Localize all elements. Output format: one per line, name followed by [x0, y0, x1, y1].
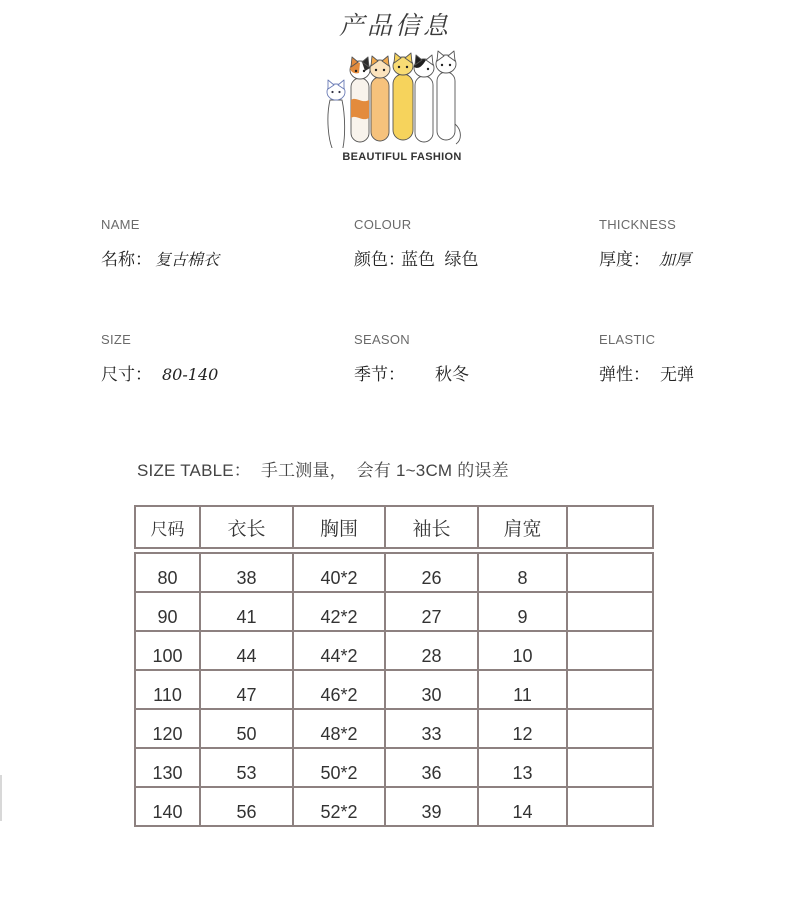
info-size [101, 331, 291, 386]
table-cell: 28 [385, 631, 478, 670]
table-cell: 120 [135, 709, 200, 748]
table-cell: 13 [478, 748, 567, 787]
yellow-cat-icon [393, 53, 413, 140]
table-cell-empty [567, 592, 653, 631]
table-cell: 110 [135, 670, 200, 709]
table-cell: 48*2 [293, 709, 385, 748]
table-cell: 11 [478, 670, 567, 709]
label-cn: 尺寸： [101, 365, 152, 384]
table-cell: 38 [200, 551, 293, 593]
label-cn: 弹性： [599, 365, 650, 384]
orange-cat-icon [370, 56, 390, 141]
table-row [135, 787, 653, 826]
table-cell-empty [567, 670, 653, 709]
white-cat-right-icon [436, 51, 460, 144]
table-cell: 30 [385, 670, 478, 709]
label-en: ELASTIC [599, 332, 656, 347]
table-row [135, 748, 653, 787]
logo-text: BEAUTIFUL FASHION [342, 151, 462, 163]
table-cell: 9 [478, 592, 567, 631]
table-cell: 36 [385, 748, 478, 787]
table-cell: 44 [200, 631, 293, 670]
label-en: NAME [101, 217, 140, 232]
table-cell: 140 [135, 787, 200, 826]
table-cell: 52*2 [293, 787, 385, 826]
table-cell: 100 [135, 631, 200, 670]
table-cell-empty [567, 551, 653, 593]
page-title: 产品信息 [338, 11, 451, 40]
table-cell: 10 [478, 631, 567, 670]
label-en: COLOUR [354, 217, 412, 232]
size-table [134, 505, 654, 827]
column-header-empty [567, 506, 653, 551]
table-cell: 53 [200, 748, 293, 787]
table-row [135, 709, 653, 748]
table-cell: 44*2 [293, 631, 385, 670]
table-cell: 47 [200, 670, 293, 709]
edge-divider [0, 775, 2, 821]
size-table-note: SIZE TABLE： 手工测量， 会有 1~3CM 的误差 [137, 461, 509, 480]
calico-cat-icon [350, 57, 370, 142]
table-cell: 26 [385, 551, 478, 593]
table-cell-empty [567, 787, 653, 826]
value: 蓝色 绿色 [401, 250, 479, 269]
table-cell: 41 [200, 592, 293, 631]
value: 无弹 [660, 365, 694, 384]
table-cell: 33 [385, 709, 478, 748]
info-thickness [599, 216, 789, 271]
table-cell-empty [567, 631, 653, 670]
table-cell: 50*2 [293, 748, 385, 787]
value: 复古棉衣 [155, 250, 220, 269]
label-en: THICKNESS [599, 217, 677, 232]
label-en: SEASON [354, 332, 410, 347]
column-header: 尺码 [135, 506, 200, 551]
table-cell: 46*2 [293, 670, 385, 709]
value: 80-140 [162, 365, 219, 384]
column-header: 衣长 [200, 506, 293, 551]
table-cell: 130 [135, 748, 200, 787]
table-row [135, 631, 653, 670]
info-season [354, 331, 544, 386]
table-row [135, 592, 653, 631]
table-cell: 50 [200, 709, 293, 748]
info-name [101, 216, 291, 271]
table-cell: 12 [478, 709, 567, 748]
table-row [135, 551, 653, 593]
table-cell: 27 [385, 592, 478, 631]
info-colour [354, 216, 544, 271]
label-cn: 名称： [101, 250, 152, 269]
table-cell: 39 [385, 787, 478, 826]
table-cell-empty [567, 748, 653, 787]
table-cell: 40*2 [293, 551, 385, 593]
black-white-cat-icon [414, 55, 434, 142]
table-cell: 90 [135, 592, 200, 631]
column-header: 袖长 [385, 506, 478, 551]
label-en: SIZE [101, 332, 132, 347]
table-cell: 8 [478, 551, 567, 593]
table-cell: 14 [478, 787, 567, 826]
value: 加厚 [659, 250, 692, 269]
info-elastic [599, 331, 789, 386]
table-cell: 56 [200, 787, 293, 826]
table-row [135, 670, 653, 709]
column-header: 胸围 [293, 506, 385, 551]
table-header-row [135, 506, 653, 551]
column-header: 肩宽 [478, 506, 567, 551]
cats-illustration-icon [318, 50, 468, 148]
label-cn: 厚度： [599, 250, 650, 269]
table-cell: 80 [135, 551, 200, 593]
label-cn: 颜色： [354, 250, 405, 269]
white-cat-icon [325, 80, 345, 148]
table-cell: 42*2 [293, 592, 385, 631]
value: 秋冬 [435, 365, 469, 384]
label-cn: 季节： [354, 365, 405, 384]
table-cell-empty [567, 709, 653, 748]
